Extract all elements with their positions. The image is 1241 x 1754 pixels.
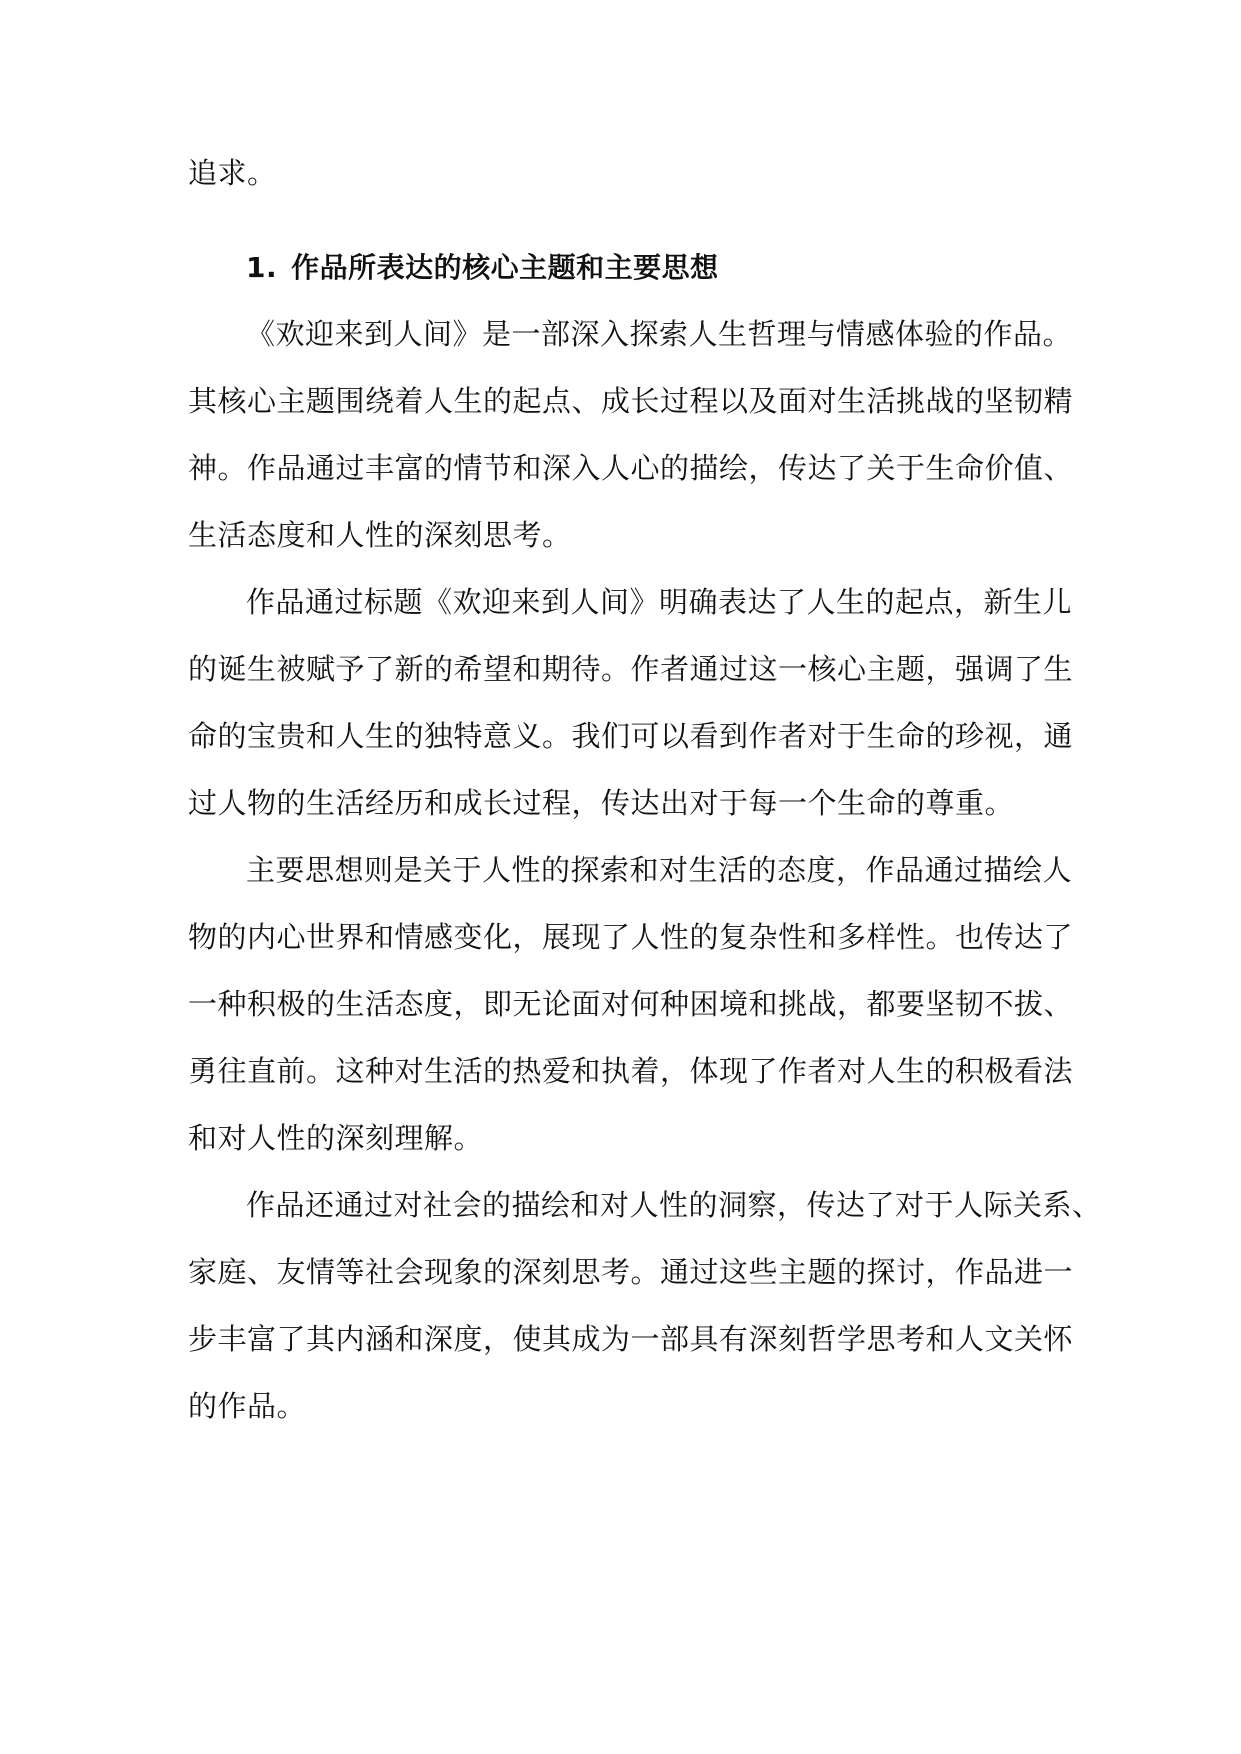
paragraph-line: 一种积极的生活态度，即无论面对何种困境和挑战，都要坚韧不拔、 bbox=[188, 987, 1074, 1021]
document-body bbox=[188, 140, 1102, 1440]
paragraph-line: 物的内心世界和情感变化，展现了人性的复杂性和多样性。也传达了 bbox=[188, 920, 1074, 954]
paragraph-2 bbox=[188, 569, 1074, 837]
section-title: 作品所表达的核心主题和主要思想 bbox=[291, 251, 719, 284]
paragraph-line: 主要思想则是关于人性的探索和对生活的态度，作品通过描绘人 bbox=[246, 853, 1073, 887]
paragraph-line: 命的宝贵和人生的独特意义。我们可以看到作者对于生命的珍视，通 bbox=[188, 719, 1074, 753]
paragraph-line: 和对人性的深刻理解。 bbox=[188, 1121, 484, 1155]
paragraph-line: 作品通过标题《欢迎来到人间》明确表达了人生的起点，新生儿 bbox=[246, 585, 1073, 619]
paragraph-line: 《欢迎来到人间》是一部深入探索人生哲理与情感体验的作品。 bbox=[246, 317, 1073, 351]
paragraph-line: 的作品。 bbox=[188, 1389, 307, 1423]
paragraph-line: 过人物的生活经历和成长过程，传达出对于每一个生命的尊重。 bbox=[188, 786, 1015, 820]
paragraph-line: 步丰富了其内涵和深度，使其成为一部具有深刻哲学思考和人文关怀 bbox=[188, 1322, 1074, 1356]
paragraph-line: 生活态度和人性的深刻思考。 bbox=[188, 518, 572, 552]
paragraph-line: 的诞生被赋予了新的希望和期待。作者通过这一核心主题，强调了生 bbox=[188, 652, 1074, 686]
paragraph-1 bbox=[188, 301, 1074, 569]
section-number: 1. bbox=[246, 251, 278, 284]
paragraph-line: 其核心主题围绕着人生的起点、成长过程以及面对生活挑战的坚韧精 bbox=[188, 384, 1074, 418]
continuation-fragment: 追求。 bbox=[188, 156, 277, 190]
section-heading bbox=[188, 234, 1058, 301]
paragraph-4 bbox=[188, 1172, 1102, 1440]
paragraph-3 bbox=[188, 837, 1074, 1172]
paragraph-line: 勇往直前。这种对生活的热爱和执着，体现了作者对人生的积极看法 bbox=[188, 1054, 1074, 1088]
paragraph-line: 神。作品通过丰富的情节和深入人心的描绘，传达了关于生命价值、 bbox=[188, 451, 1074, 485]
paragraph-line: 家庭、友情等社会现象的深刻思考。通过这些主题的探讨，作品进一 bbox=[188, 1255, 1074, 1289]
paragraph-line: 作品还通过对社会的描绘和对人性的洞察，传达了对于人际关系、 bbox=[246, 1188, 1102, 1222]
